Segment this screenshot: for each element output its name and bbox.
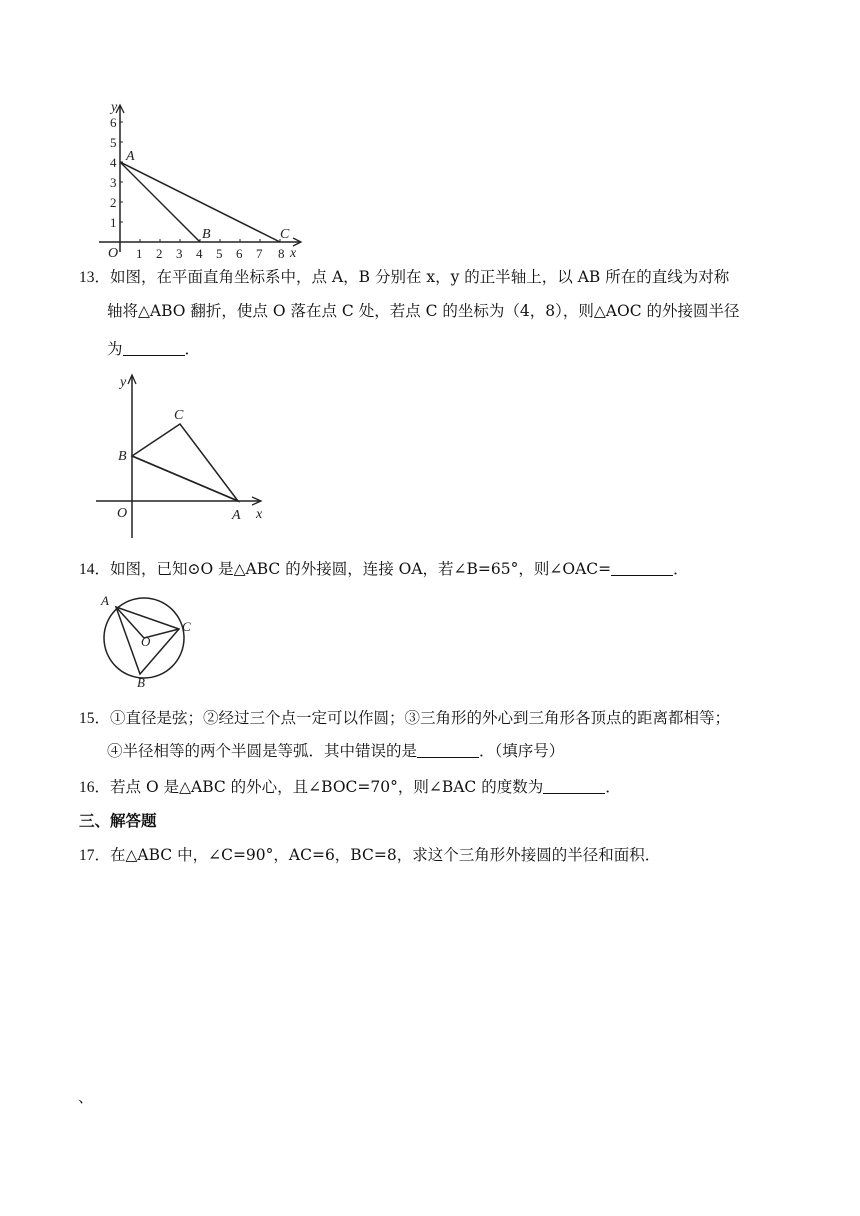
- question-text: 在△ABC 中，∠C=90°，AC=6，BC=8，求这个三角形外接圆的半径和面积．: [110, 846, 661, 864]
- question-13-line-1: [79, 262, 729, 293]
- question-text: ④半径相等的两个半圆是等弧．其中错误的是: [107, 742, 418, 760]
- y-tick-label: 6: [110, 115, 117, 130]
- answer-blank[interactable]: [123, 339, 185, 356]
- question-text: 为: [107, 340, 123, 358]
- segment-ab: [132, 456, 238, 501]
- question-text: ．: [184, 340, 201, 358]
- point-a-label: A: [101, 593, 109, 608]
- question-text: ．: [673, 560, 689, 578]
- question-number: 15．: [79, 710, 111, 727]
- point-b-label: B: [137, 675, 145, 690]
- y-tick-label: 5: [110, 135, 117, 150]
- question-17: [79, 840, 660, 871]
- question-number: 16．: [79, 779, 111, 796]
- question-text: ①直径是弦；②经过三个点一定可以作圆；③三角形的外心到三角形各顶点的距离都相等；: [110, 709, 731, 727]
- y-tick-label: 1: [110, 215, 117, 230]
- x-axis-label: x: [290, 246, 297, 260]
- center-o-label: O: [141, 634, 151, 649]
- question-number: 13．: [79, 269, 111, 286]
- question-16: [79, 772, 621, 803]
- x-tick-label: 2: [156, 246, 163, 260]
- question-text: ．: [605, 778, 621, 796]
- answer-blank[interactable]: [611, 559, 673, 576]
- answer-blank[interactable]: [417, 741, 479, 758]
- x-tick-label: 3: [176, 246, 183, 260]
- question-14: [79, 554, 689, 585]
- y-axis-label: y: [111, 100, 118, 115]
- question-13-line-3: [107, 334, 200, 364]
- point-c-label: C: [174, 408, 184, 423]
- x-axis-label: x: [256, 507, 263, 522]
- question-text: 如图，已知⊙O 是△ABC 的外接圆，连接 OA，若∠B=65°，则∠OAC=: [110, 560, 612, 578]
- point-a-label: A: [232, 508, 241, 523]
- figure-q14-circumcircle: [98, 590, 198, 690]
- answer-blank[interactable]: [543, 777, 605, 794]
- footer-mark: 、: [78, 1088, 94, 1106]
- question-15-line-2: [107, 736, 564, 766]
- point-b-label: B: [202, 227, 211, 242]
- point-a-label: A: [126, 149, 135, 164]
- x-tick-label: 5: [216, 246, 223, 260]
- figure-q13-fold-diagram: [92, 370, 272, 540]
- question-13-line-2: 轴将△ABO 翻折，使点 O 落在点 C 处，若点 C 的坐标为（4，8），则△AOC 的外接圆半径: [107, 302, 740, 320]
- point-c-label: C: [182, 619, 191, 634]
- point-c-label: C: [280, 227, 290, 242]
- segment-ab: [120, 162, 200, 242]
- y-tick-label: 3: [110, 175, 117, 190]
- y-tick-label: 2: [110, 195, 117, 210]
- section-title: 三、解答题: [79, 811, 157, 830]
- y-axis-label: y: [120, 375, 127, 390]
- point-b-label: B: [118, 449, 127, 464]
- figure-q12-coordinate-plot: [95, 98, 310, 260]
- x-tick-label: 8: [278, 246, 285, 260]
- question-text: 如图，在平面直角坐标系中，点 A，B 分别在 x，y 的正半轴上，以 AB 所在的直线为对称: [110, 268, 730, 286]
- question-text: 若点 O 是△ABC 的外心，且∠BOC=70°，则∠BAC 的度数为: [110, 778, 544, 796]
- origin-label: O: [108, 246, 119, 260]
- y-tick-label: 4: [110, 155, 117, 170]
- origin-label: O: [117, 506, 128, 521]
- segment-ac: [120, 162, 280, 242]
- x-tick-label: 6: [236, 246, 243, 260]
- x-tick-label: 4: [196, 246, 203, 260]
- question-text: ．（填序号）: [479, 742, 565, 760]
- x-tick-label: 1: [136, 246, 143, 260]
- x-tick-label: 7: [256, 246, 263, 260]
- question-15-line-1: [79, 703, 730, 734]
- question-number: 14．: [79, 561, 111, 578]
- question-number: 17．: [79, 847, 111, 864]
